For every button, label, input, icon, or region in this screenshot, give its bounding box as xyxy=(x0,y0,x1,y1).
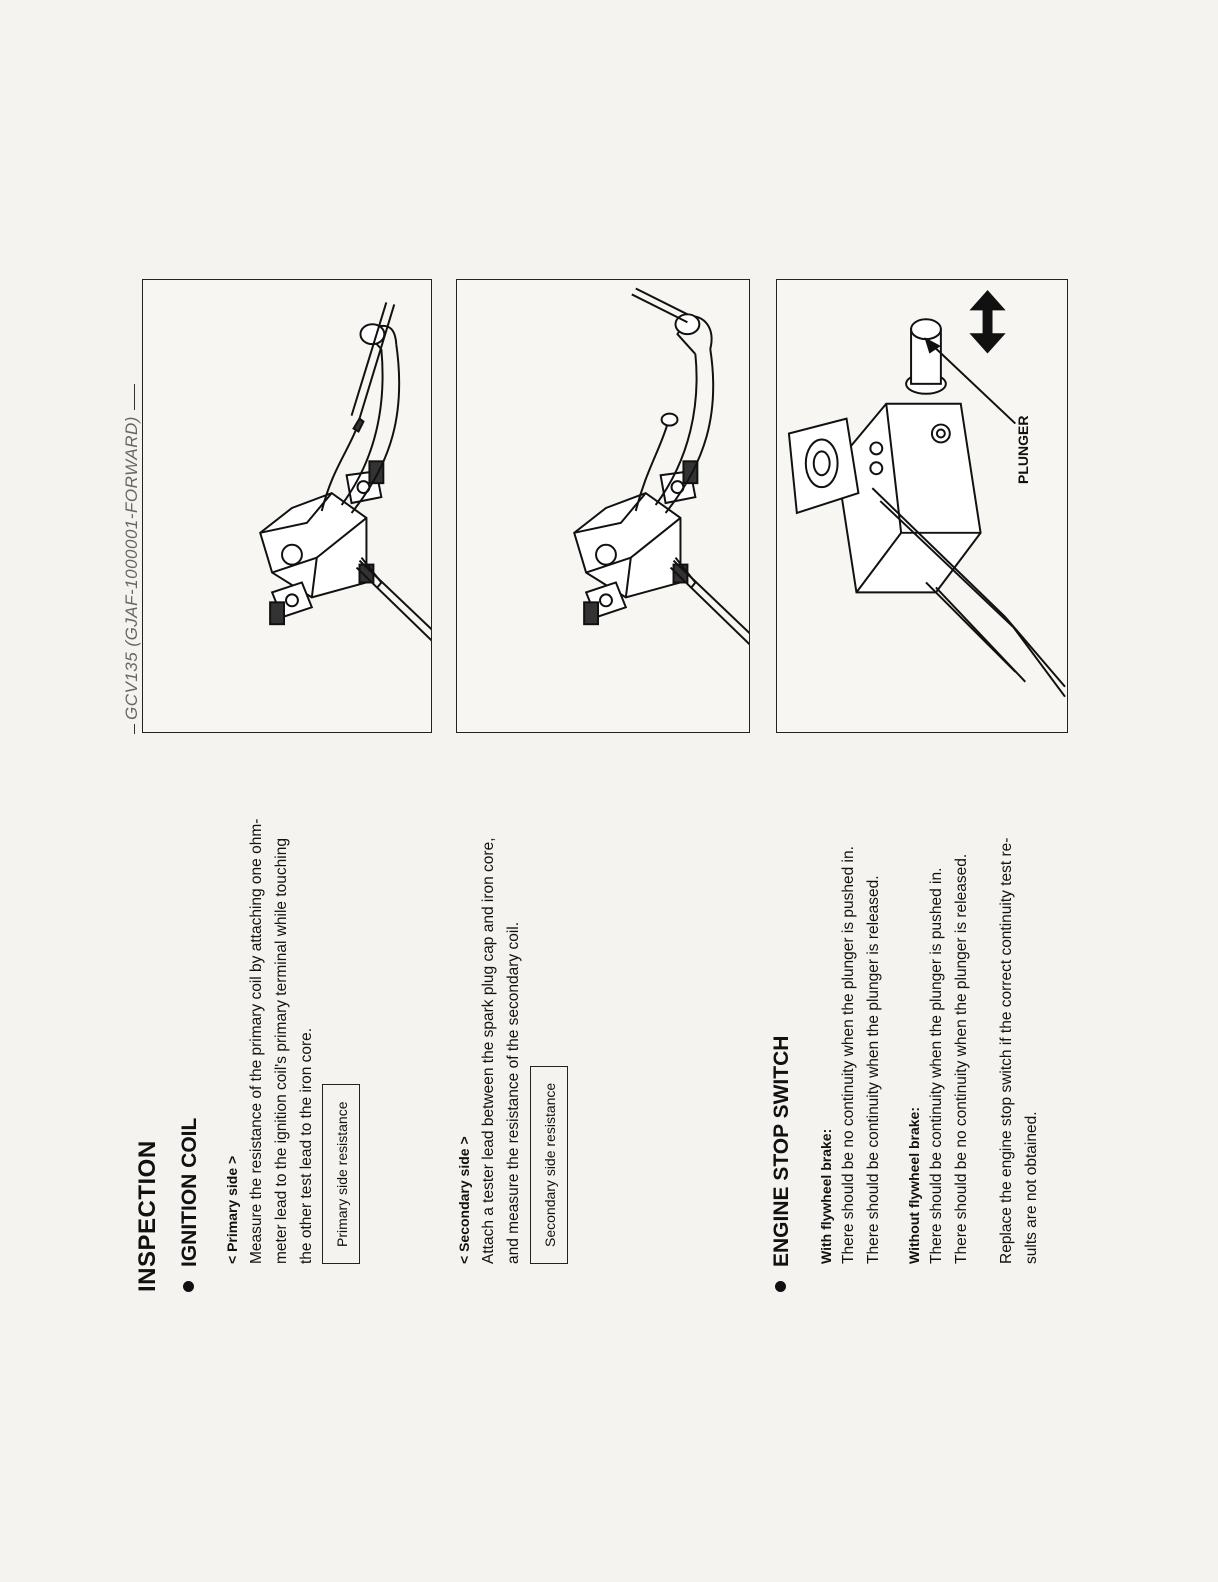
primary-side-resistance-box: Primary side resistance xyxy=(322,1085,360,1265)
without-flywheel-brake-text: There should be continuity when the plunger is pushed in. There should be no continuity when the plunger is released. xyxy=(928,853,970,1264)
plunger-label: PLUNGER xyxy=(1015,415,1031,484)
bullet-icon xyxy=(775,1281,786,1292)
model-note-rule-right xyxy=(134,384,135,410)
model-note-rule-left xyxy=(134,724,135,734)
model-note: GCV135 (GJAF-1000001-FORWARD) xyxy=(122,416,141,720)
ignition-coil-heading: IGNITION COIL xyxy=(178,1118,202,1292)
primary-side-text: Measure the resistance of the primary coil by attaching one ohm- meter lead to the ignition coil's primary terminal while touching the other test lead to the iron core. xyxy=(248,818,315,1264)
secondary-side-resistance-box: Secondary side resistance xyxy=(530,1066,568,1264)
secondary-side-text: Attach a tester lead between the spark plug cap and iron core, and measure the resistance of the secondary coil. xyxy=(480,837,522,1264)
without-flywheel-brake-label: Without flywheel brake: xyxy=(906,1106,922,1264)
ignition-coil-secondary-illustration xyxy=(457,280,749,732)
engine-stop-switch-heading: ENGINE STOP SWITCH xyxy=(770,1036,794,1292)
figure-secondary-side-test xyxy=(456,279,750,733)
page-title: INSPECTION xyxy=(134,1140,161,1292)
with-flywheel-brake-text: There should be no continuity when the plunger is pushed in. There should be continuity when the plunger is released. xyxy=(840,846,882,1264)
ignition-coil-primary-illustration xyxy=(143,280,431,732)
engine-stop-switch-illustration xyxy=(777,280,1067,732)
figure-engine-stop-switch xyxy=(776,279,1068,733)
primary-side-label: < Primary side > xyxy=(224,1155,240,1264)
figure-primary-side-test xyxy=(142,279,432,733)
bullet-icon xyxy=(183,1281,194,1292)
replace-instruction-text: Replace the engine stop switch if the correct continuity test re- sults are not obtained. xyxy=(998,837,1040,1264)
with-flywheel-brake-label: With flywheel brake: xyxy=(818,1128,834,1264)
secondary-side-label: < Secondary side > xyxy=(456,1136,472,1264)
